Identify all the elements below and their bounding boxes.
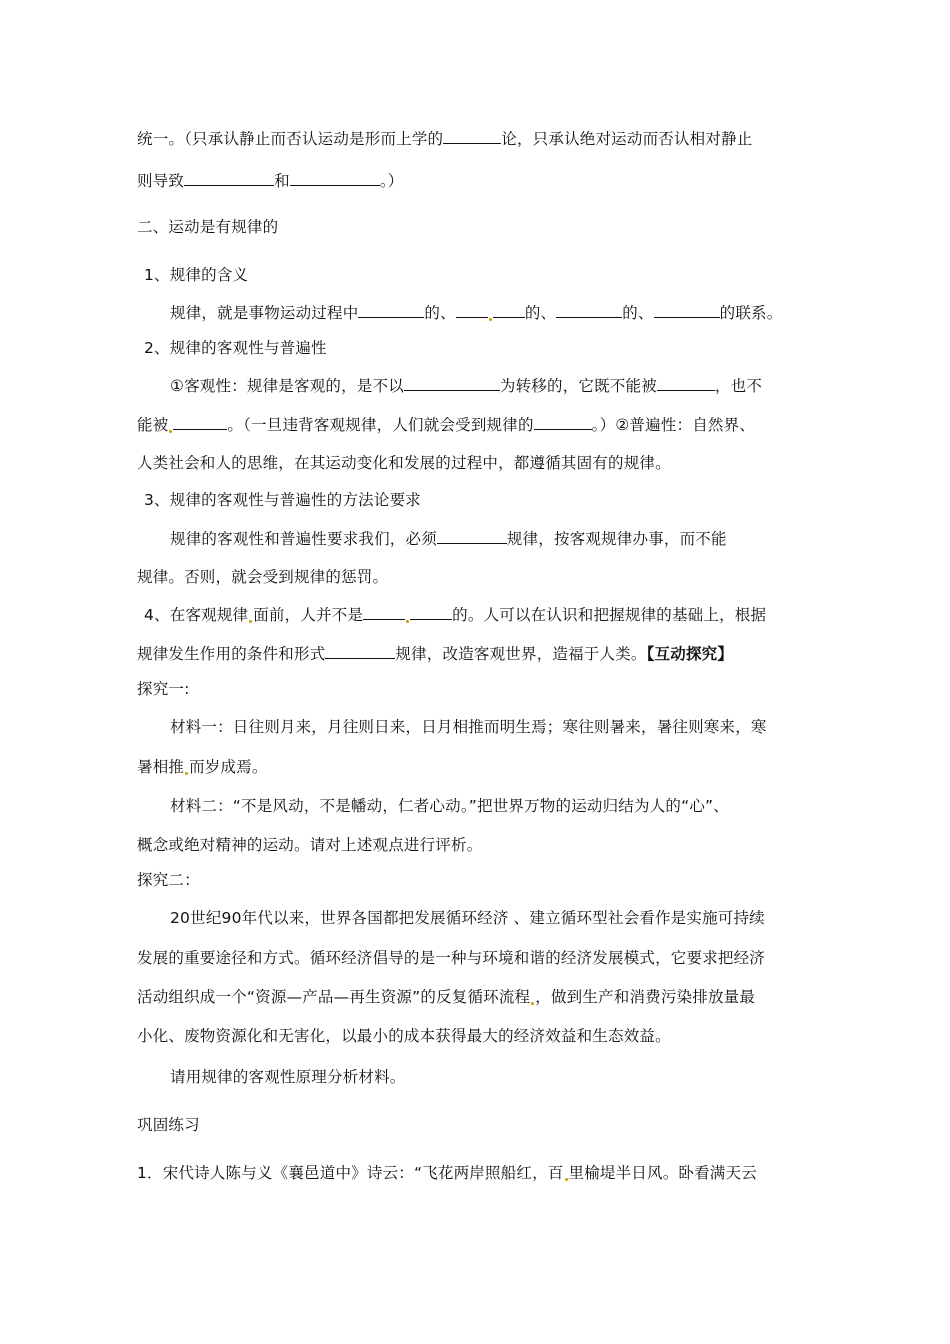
text: 规律，就是事物运动过程中 <box>170 304 359 322</box>
text-line <box>137 757 268 777</box>
text: 规律，改造客观世界，造福于人类。 <box>395 645 647 663</box>
question-line <box>137 1163 757 1183</box>
text: 和 <box>274 172 290 190</box>
text: 的、 <box>424 304 456 322</box>
mark-dot <box>169 430 172 433</box>
text-line: 材料二：“不是风动，不是幡动，仁者心动。”把世界万物的运动归结为人的“心”、 <box>170 797 729 815</box>
text-line <box>170 375 762 396</box>
fill-blank[interactable] <box>556 302 622 318</box>
fill-blank[interactable] <box>363 604 405 620</box>
subsection-heading: 探究一: <box>137 680 190 698</box>
text: 活动组织成一个“资源—产品—再生资源”的反复循环流程 <box>137 988 531 1006</box>
text-line: 概念或绝对精神的运动。请对上述观点进行评析。 <box>137 836 483 854</box>
text: 1．宋代诗人陈与义《襄邑道中》诗云：“飞花两岸照船红，百 <box>137 1164 564 1182</box>
mark-dot <box>531 1002 534 1005</box>
text: 里榆堤半日风。卧看满天云 <box>568 1164 757 1182</box>
text: 论，只承认绝对运动而否认相对静止 <box>501 130 753 148</box>
text: ①客观性：规律是客观的，是不以 <box>170 377 404 395</box>
section-heading: 巩固练习 <box>137 1116 200 1134</box>
text-line <box>137 414 755 435</box>
text-line <box>170 528 727 549</box>
text: 而岁成焉。 <box>189 758 268 776</box>
text: ，也不 <box>714 377 763 395</box>
text-line <box>144 604 766 625</box>
text: 规律发生作用的条件和形式 <box>137 645 326 663</box>
text: 则导致 <box>137 172 185 190</box>
text-line: 规律。否则，就会受到规律的惩罚。 <box>137 568 389 586</box>
text-line <box>137 643 733 664</box>
text-line: 人类社会和人的思维，在其运动变化和发展的过程中，都遵循其固有的规律。 <box>137 454 671 472</box>
text-line <box>137 170 403 191</box>
text-line: 材料一：日往则月来，月往则日来，日月相推而明生焉；寒往则暑来，暑往则寒来，寒 <box>170 718 767 736</box>
fill-blank[interactable] <box>173 414 227 430</box>
fill-blank[interactable] <box>534 414 592 430</box>
text: 为转移的，它既不能被 <box>499 377 657 395</box>
subsection-heading: 1、规律的含义 <box>144 266 249 284</box>
text: ，做到生产和消费污染排放量最 <box>535 988 756 1006</box>
text: 统一。（只承认静止而否认运动是形而上学的 <box>137 130 444 148</box>
text-line: 请用规律的客观性原理分析材料。 <box>170 1068 406 1086</box>
text-line <box>170 302 782 323</box>
fill-blank[interactable] <box>654 302 720 318</box>
text: 规律，按客观规律办事，而不能 <box>506 530 727 548</box>
mark-dot <box>565 1178 568 1181</box>
fill-blank[interactable] <box>404 375 500 391</box>
text: 能被 <box>137 416 169 434</box>
mark-dot <box>489 318 492 321</box>
fill-blank[interactable] <box>456 302 488 318</box>
mark-dot <box>185 772 188 775</box>
fill-blank[interactable] <box>325 643 395 659</box>
text-line <box>137 987 755 1007</box>
text: 的、 <box>524 304 557 322</box>
text: 面前，人并不是 <box>253 606 364 624</box>
fill-blank[interactable] <box>437 528 507 544</box>
mark-dot <box>249 620 252 623</box>
text: 。）②普遍性：自然界、 <box>591 416 756 434</box>
text: 暑相推 <box>137 758 185 776</box>
text-line: 小化、废物资源化和无害化，以最小的成本获得最大的经济效益和生态效益。 <box>137 1027 671 1045</box>
subsection-heading: 2、规律的客观性与普遍性 <box>144 339 327 357</box>
fill-blank[interactable] <box>184 170 274 186</box>
mark-dot <box>406 620 409 623</box>
fill-blank[interactable] <box>410 604 452 620</box>
text-line <box>137 128 752 149</box>
text: 。（一旦违背客观规律，人们就会受到规律的 <box>227 416 534 434</box>
fill-blank[interactable] <box>290 170 380 186</box>
text: 规律的客观性和普遍性要求我们，必须 <box>170 530 437 548</box>
fill-blank[interactable] <box>493 302 525 318</box>
text: 4、在客观规律 <box>144 606 249 624</box>
section-label: 【互动探究】 <box>646 645 734 663</box>
text: 。） <box>379 172 404 190</box>
fill-blank[interactable] <box>657 375 715 391</box>
section-heading: 二、运动是有规律的 <box>137 218 279 236</box>
text: 的、 <box>622 304 654 322</box>
text-line: 20世纪90年代以来，世界各国都把发展循环经济 、建立循环型社会看作是实施可持续 <box>170 909 765 927</box>
text: 的。人可以在认识和把握规律的基础上，根据 <box>452 606 767 624</box>
subsection-heading: 探究二： <box>137 871 200 889</box>
fill-blank[interactable] <box>358 302 424 318</box>
text-line: 发展的重要途径和方式。循环经济倡导的是一种与环境和谐的经济发展模式，它要求把经济 <box>137 949 766 967</box>
subsection-heading: 3、规律的客观性与普遍性的方法论要求 <box>144 491 421 509</box>
fill-blank[interactable] <box>443 128 501 144</box>
text: 的联系。 <box>719 304 783 322</box>
